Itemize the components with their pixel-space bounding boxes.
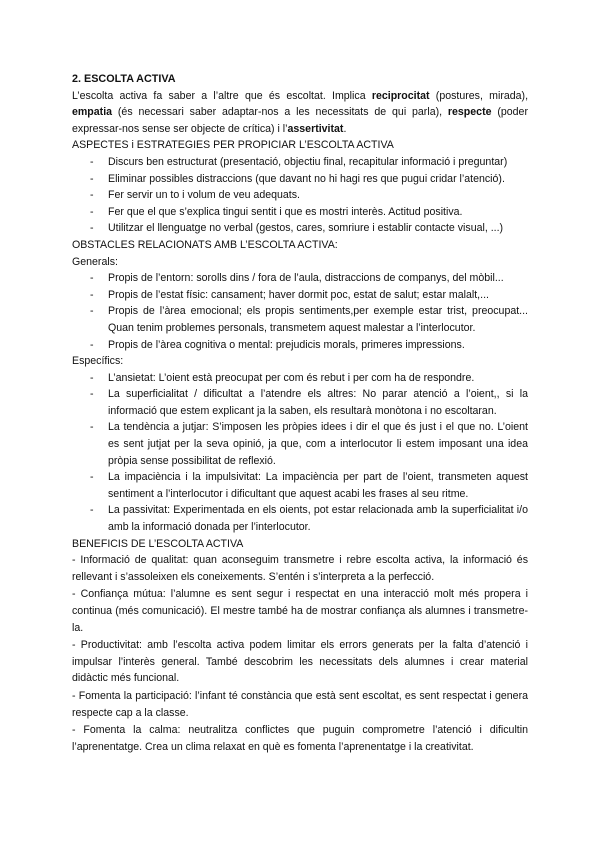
keyword-respecte: respecte: [447, 106, 492, 119]
obstacles-heading: OBSTACLES RELACIONATS AMB L’ESCOLTA ACTIVA:: [72, 238, 338, 251]
keyword-assertivitat: assertivitat: [287, 122, 344, 135]
specific-label: Específics:: [72, 355, 124, 368]
benefit-item: - Productivitat: amb l’escolta activa podem limitar els errors generats per la falta d’atenció i impulsar l’interès general. També descobrim les necessitats dels alumnes i crear material didàctic més funcional.: [72, 639, 528, 685]
list-item: - Propis de l’àrea emocional; els propis sentiments,per exemple estar trist, preocupat... Quan tenim problemes personals, transmetem aquest malestar a l’interlocutor.: [72, 303, 528, 336]
list-item: - La passivitat: Experimentada en els oients, pot estar relacionada amb la superficialitat i/o amb la informació donada per l’interlocutor.: [72, 502, 528, 535]
intro-text-3: (és necessari saber adaptar-nos a les necessitats de qui parla),: [112, 106, 448, 119]
list-item: - La superficialitat / dificultat a l’atendre els altres: No parar atenció a l’oient,, si la informació que estem explicant ja la saben, els resultarà monòtona i no escoltaran.: [72, 386, 528, 419]
list-item: - Propis de l’entorn: sorolls dins / fora de l’aula, distraccions de companys, del mòbil...: [72, 270, 528, 287]
list-item: - Discurs ben estructurat (presentació, objectiu final, recapitular informació i preguntar): [72, 154, 528, 171]
strategies-heading: ASPECTES i ESTRATEGIES PER PROPICIAR L’ESCOLTA ACTIVA: [72, 139, 394, 152]
list-item: - Fer que el que s’explica tingui sentit i que es mostri interès. Actitud positiva.: [72, 204, 528, 221]
document-page: [72, 71, 528, 756]
list-item: - Propis de l’àrea cognitiva o mental: prejudicis morals, primeres impressions.: [72, 337, 528, 354]
list-item: - La tendència a jutjar: S’imposen les pròpies idees i dir el que és just i el que no. L’oient es sent jutjat per la seva opinió, ja que, com a interlocutor li estem imposant una idea pròpia sense possibilitat de reflexió.: [72, 419, 528, 469]
intro-text-1: L’escolta activa fa saber a l’altre que és escoltat. Implica: [72, 89, 372, 102]
intro-text-2: (postures, mirada),: [429, 89, 529, 102]
general-label: Generals:: [72, 255, 118, 268]
list-item: - L’ansietat: L’oient està preocupat per com és rebut i per com ha de respondre.: [72, 370, 528, 387]
benefit-item: - Fomenta la calma: neutralitza conflictes que puguin comprometre l’atenció i dificultin l’aprenentatge. Crea un clima relaxat en què es fomenta l’aprenentatge i la creativitat.: [72, 724, 528, 753]
keyword-reciprocitat: reciprocitat: [371, 89, 430, 102]
strategies-list: [72, 154, 528, 237]
benefits-heading: BENEFICIS DE L’ESCOLTA ACTIVA: [72, 537, 244, 550]
specific-obstacles-list: [72, 370, 528, 536]
benefit-item: - Confiança mútua: l’alumne es sent segur i respectat en una interacció molt més propera i continua (més comunicació). El mestre també ha de mostrar confiança als alumnes i transmetre-la.: [72, 588, 528, 634]
list-item: - Eliminar possibles distraccions (que davant no hi hagi res que pugui cridar l’atenció).: [72, 171, 528, 188]
section-title: 2. ESCOLTA ACTIVA: [72, 73, 176, 85]
intro-paragraph: [72, 88, 528, 138]
benefit-item: - Fomenta la participació: l’infant té constància que està sent escoltat, es sent respectat i genera respecte cap a la classe.: [72, 689, 528, 719]
general-obstacles-list: [72, 270, 528, 353]
list-item: - Propis de l’estat físic: cansament; haver dormit poc, estat de salut; estar malalt,...: [72, 287, 528, 304]
list-item: - Utilitzar el llenguatge no verbal (gestos, cares, somriure i establir contacte visual, ...): [72, 220, 528, 237]
benefit-item: - Informació de qualitat: quan aconseguim transmetre i rebre escolta activa, la informació és rellevant i s’assoleixen els coneixements. S’entén i s’interpreta a la perfecció.: [72, 554, 528, 583]
keyword-empatia: empatia: [72, 106, 113, 119]
list-item: - Fer servir un to i volum de veu adequats.: [72, 187, 528, 204]
intro-text-4: (poder expressar-nos sense ser objecte de crítica) i l’: [72, 106, 528, 135]
list-item: - La impaciència i la impulsivitat: La impaciència per part de l’oient, transmeten aquest sentiment a l’interlocutor i dificultant que aquest acabi les frases al seu ritme.: [72, 469, 528, 502]
intro-text-5: .: [343, 122, 347, 135]
